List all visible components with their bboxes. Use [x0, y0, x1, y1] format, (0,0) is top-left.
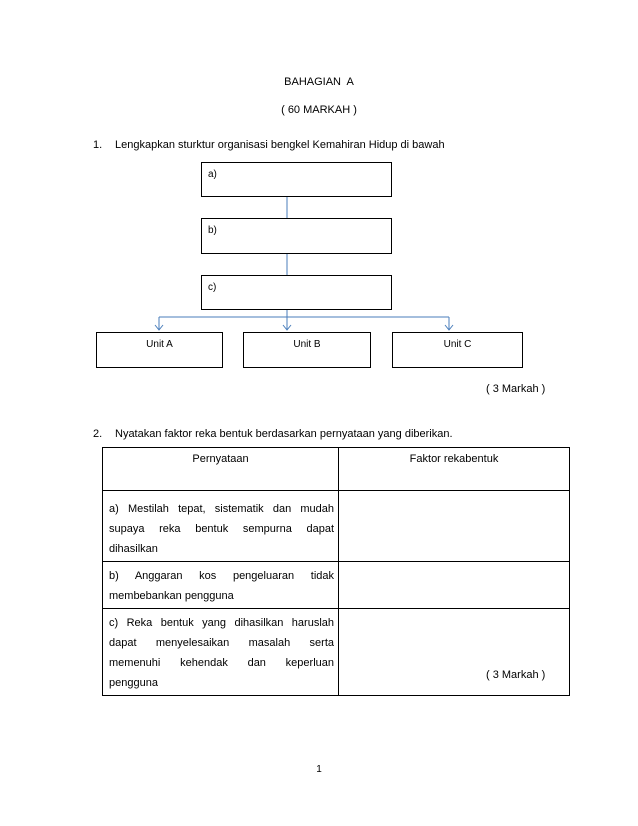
statement-cell-a: a) Mestilah tepat, sistematik dan mudah supaya reka bentuk sempurna dapat dihasilkan: [103, 491, 339, 562]
question-2-text: Nyatakan faktor reka bentuk berdasarkan pernyataan yang diberikan.: [115, 428, 453, 440]
unit-b-label: Unit B: [293, 339, 321, 350]
answer-cell-a[interactable]: [339, 491, 570, 562]
table-header-faktor: Faktor rekabentuk: [339, 448, 570, 491]
unit-c-box: [392, 332, 523, 368]
question-2-table: [102, 447, 570, 696]
org-box-c-label: c): [208, 282, 217, 293]
question-2-number: 2.: [93, 428, 103, 440]
org-box-c[interactable]: [201, 275, 392, 310]
org-box-b-label: b): [208, 225, 217, 236]
statement-cell-c: c) Reka bentuk yang dihasilkan haruslah dapat menyelesaikan masalah serta memenuhi kehendak dan keperluan pengguna: [103, 609, 339, 696]
answer-cell-c[interactable]: [339, 609, 570, 696]
unit-b-box: [243, 332, 371, 368]
org-box-a-label: a): [208, 169, 217, 180]
org-box-a[interactable]: [201, 162, 392, 197]
org-box-b[interactable]: [201, 218, 392, 254]
table-row: [103, 491, 570, 562]
unit-a-label: Unit A: [146, 339, 173, 350]
question-1-text: Lengkapkan sturktur organisasi bengkel Kemahiran Hidup di bawah: [115, 139, 445, 151]
answer-cell-b[interactable]: [339, 562, 570, 609]
table-row: [103, 562, 570, 609]
section-marks: ( 60 MARKAH ): [281, 104, 357, 116]
statement-cell-b: b) Anggaran kos pengeluaran tidak membebankan pengguna: [103, 562, 339, 609]
question-2-marks: ( 3 Markah ): [486, 669, 546, 681]
table-row: [103, 609, 570, 696]
section-title: BAHAGIAN A: [284, 76, 354, 88]
question-1-marks: ( 3 Markah ): [486, 383, 546, 395]
table-header-pernyataan: Pernyataan: [103, 448, 339, 491]
unit-a-box: [96, 332, 223, 368]
unit-c-label: Unit C: [443, 339, 472, 350]
question-1-number: 1.: [93, 139, 103, 151]
page-number: 1: [316, 764, 322, 775]
